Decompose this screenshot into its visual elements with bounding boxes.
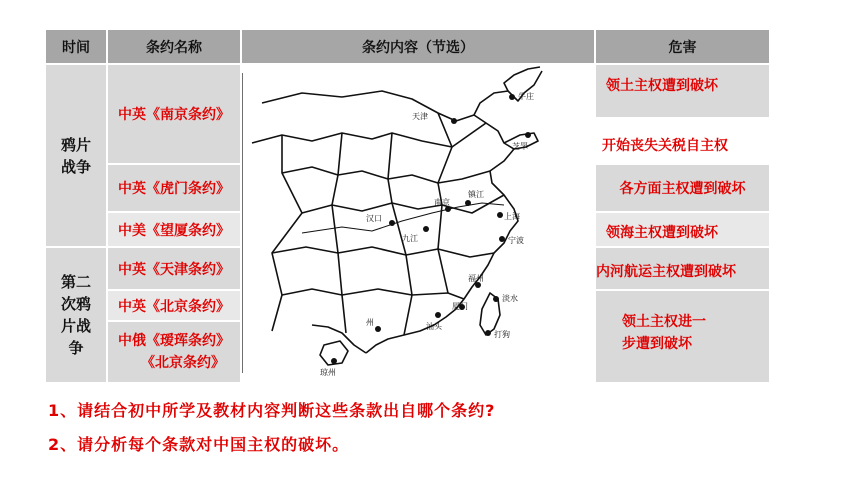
treaty-beijing: 中英《北京条约》 <box>108 291 240 320</box>
harm-5-text: 内河航运主权遭到破坏 <box>596 264 736 280</box>
treaty-humen: 中英《虎门条约》 <box>108 165 240 211</box>
header-content: 条约内容（节选） <box>242 30 594 63</box>
harm-2-text: 开始丧失关税自主权 <box>602 138 728 154</box>
harm-4-text: 领海主权遭到破坏 <box>606 225 718 241</box>
header-harm: 危害 <box>596 30 769 63</box>
map-label-xiamen: 厦门 <box>452 302 468 311</box>
map-label-nanjing: 南京 <box>434 198 450 207</box>
map-label-ningbo: 宁波 <box>508 236 524 245</box>
map-label-niuzhuang: 牛庄 <box>518 92 534 101</box>
era-opium-war-line1: 鸦片 <box>60 135 91 154</box>
treaty-aigun-line1: 中俄《瑷珲条约》 <box>118 333 230 349</box>
harm-5 <box>596 248 769 289</box>
harm-1-text: 领土主权遭到破坏 <box>606 78 718 94</box>
harm-6-line1: 领土主权进一 <box>622 314 706 330</box>
map-svg <box>242 63 594 383</box>
era-second-line4: 争 <box>68 339 84 357</box>
map-label-shanghai: 上海 <box>504 212 520 221</box>
header-time: 时间 <box>46 30 106 63</box>
treaty-aigun-line2: 《北京条约》 <box>141 355 225 371</box>
treaty-nanjing: 中英《南京条约》 <box>108 65 240 163</box>
harm-4 <box>596 213 769 246</box>
map-label-shantou: 汕头 <box>426 322 442 331</box>
era-opium-war-line2: 战争 <box>60 157 91 176</box>
map-label-zhifu: 芝罘 <box>512 142 528 151</box>
era-second-opium-war <box>46 248 106 382</box>
map-label-zhenjiang: 镇江 <box>468 190 484 199</box>
era-second-line3: 片战 <box>60 317 91 335</box>
header-treaty-name: 条约名称 <box>108 30 240 63</box>
map-label-hankou: 汉口 <box>366 214 382 223</box>
era-second-line2: 次鸦 <box>60 295 91 313</box>
era-second-line1: 第二 <box>60 273 91 291</box>
harm-3: 各方面主权遭到破坏 <box>596 165 769 211</box>
map-label-jiujiang: 九江 <box>402 234 418 243</box>
era-opium-war <box>46 65 106 246</box>
harm-6 <box>596 291 769 382</box>
china-coast-map <box>242 63 594 383</box>
question-2: 2、请分析每个条款对中国主权的破坏。 <box>48 435 350 454</box>
map-label-dagou: 打狗 <box>494 330 510 339</box>
map-label-tianjin: 天津 <box>412 112 428 121</box>
map-label-danshui: 淡水 <box>502 294 518 303</box>
treaty-tianjin: 中英《天津条约》 <box>108 248 240 289</box>
treaty-aigun-beijing <box>108 322 240 382</box>
map-label-qiongzhou: 琼州 <box>320 368 336 377</box>
harm-1 <box>596 65 769 117</box>
map-label-fuzhou: 福州 <box>468 274 484 283</box>
question-1: 1、请结合初中所学及教材内容判断这些条款出自哪个条约? <box>48 401 496 420</box>
harm-6-line2: 步遭到破坏 <box>622 336 692 352</box>
map-label-zhou: 州 <box>366 318 374 327</box>
harm-2 <box>596 119 769 163</box>
treaty-wangxia: 中美《望厦条约》 <box>108 213 240 246</box>
